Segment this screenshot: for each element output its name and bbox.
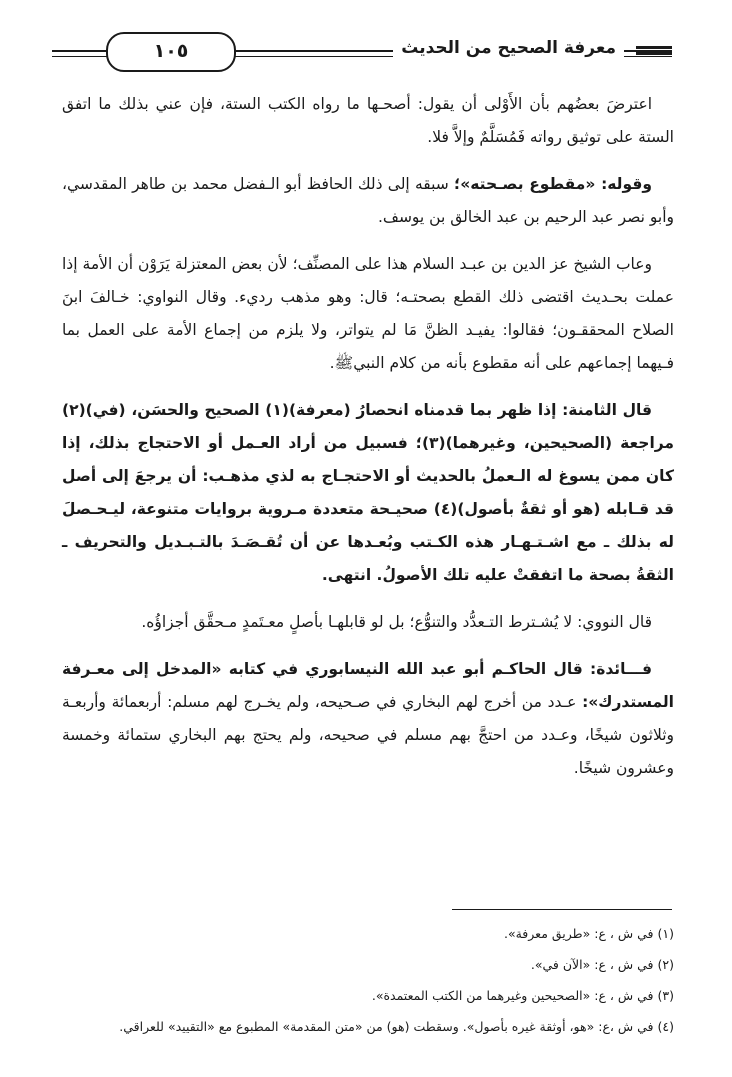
paragraph-text: عـدد من أخرج لهم البخاري في صـحيحه، ولم يخـرج لهم مسلم: أربعمائة وأربعـة وثلاثون شيخًا، وعـدد من احتجَّ بهم مسلم في صحيحه، ولم يحتج بهم البخاري ستمائة وخمسة وعشرون شيخًا.: [62, 693, 674, 777]
paragraph-lead: وقوله: «مقطوع بصـحته»؛: [454, 175, 652, 193]
paragraph-text: سبقه إلى ذلك الحافظ أبو الـفضل محمد بن طاهر المقدسي، وأبو نصر عبد الرحيم بن عبد الخالق بن يوسف.: [62, 175, 674, 226]
running-title: معرفة الصحيح من الحديث: [393, 38, 624, 58]
footnote: (١) في ش ، ع: «طريق معرفة».: [503, 926, 674, 941]
footnote: (٣) في ش ، ع: «الصحيحين وغيرهما من الكتب المعتمدة».: [371, 988, 674, 1003]
paragraph: [62, 653, 674, 785]
paragraph: [62, 168, 674, 234]
header-ornament: [636, 46, 672, 58]
paragraph-text: اعترضَ بعضُهم بأن الأَوْلى أن يقول: أصحـها ما رواه الكتب الستة، فإن عني بذلك ما اتفق الستة على توثيق رواته فَمُسَلَّمٌ وإلاَّ فلا.: [62, 95, 674, 146]
footnotes: [62, 918, 674, 1042]
paragraph-text: قال الثامنة: إذا ظهر بما قدمناه انحصارُ (معرفة)(١) الصحيح والحسَن، (في)(٢) مراجعة (الصحيحين، وغيرهما)(٣)؛ فسبيل من أراد العـمل أو الاحتجاج بذلك، إذا كان ممن يسوغ له الـعملُ بالحديث أو الاحتجـاج به لذي مذهـب: أن يرجعَ إلى أصل قد قـابله (هو أو ثقةٌ بأصول)(٤) صحيـحة متعددة مـروية بروايات متنوعة، ليـحـصلَ له بذلك ـ مع اشـتـهـار هذه الكـتب وبُعـدها عن أن تُقـصَـدَ بالتـبـديل والتحريف ـ الثقةُ بصحة ما اتفقتْ عليه تلك الأصولُ. انتهى.: [62, 401, 674, 584]
paragraph-text: قال النووي: لا يُشـترط التـعدُّد والتنوُّع؛ بل لو قابلهـا بأصلٍ معـتَمدٍ مـحقَّق أجزاؤُه.: [141, 613, 652, 631]
page-number: ١٠٥: [106, 32, 236, 72]
paragraph-text: وعاب الشيخ عز الدين بن عبـد السلام هذا على المصنِّف؛ لأن بعض المعتزلة يَرَوْن أن الأمة إذا عملت بحـديث اقتضى ذلك القطع بصحتـه؛ قال: وهو مذهب رديء. وقال النواوي: خـالفَ ابنَ الصلاح المحققـون؛ فقالوا: يفيـد الظنَّ مَا لم يتواتر، ولا يلزم من إجماع الأمة على العمل بما فـيهما إجماعهم على أنه مقطوع بأنه من كلام النبيﷺ.: [62, 255, 674, 372]
paragraph-lead: فـــائدة: قال الحاكـم أبو عبد الله النيسابوري في كتابه «المدخل إلى معـرفة المستدرك»:: [62, 660, 674, 711]
paragraph: [62, 606, 674, 639]
main-text: [62, 88, 674, 799]
paragraph-quote: [62, 394, 674, 592]
paragraph: [62, 88, 674, 154]
page-header: [52, 36, 672, 80]
paragraph: [62, 248, 674, 380]
footnote-separator: [452, 909, 672, 910]
footnote: (٢) في ش ، ع: «الآن في».: [530, 957, 674, 972]
footnote: (٤) في ش ،ع: «هو، أوثقة غيره بأصول». وسقطت (هو) من «متن المقدمة» المطبوع مع «التقييد» للعراقي.: [119, 1019, 674, 1034]
